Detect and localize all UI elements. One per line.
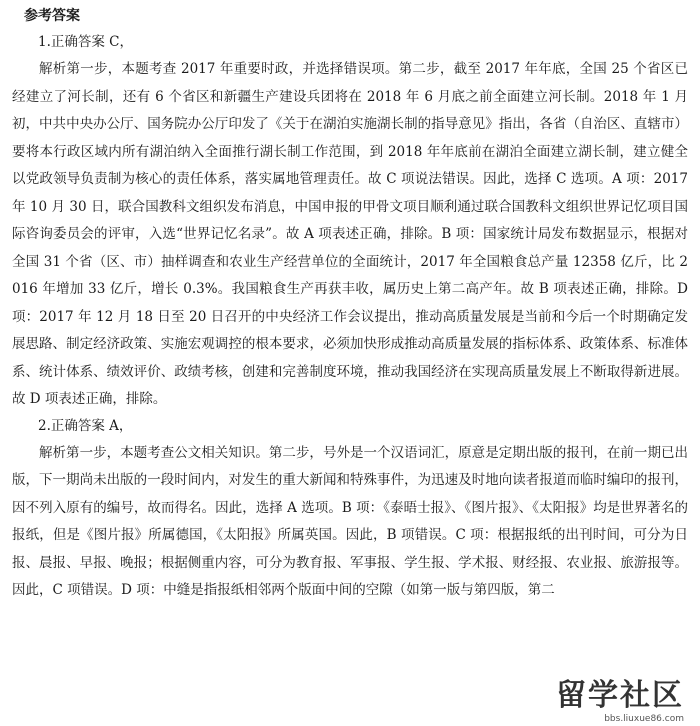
answer-2-explanation: 解析第一步，本题考查公文相关知识。第二步，号外是一个汉语词汇，原意是定期出版的报刊，在前一期已出版，下一期尚未出版的一段时间内，对发生的重大新闻和特殊事件，为迅速及时地向读者报道而临时编印的报刊，因不列入原有的编号，故而得名。因此，选择 A 选项。B 项：《泰晤士报》、《图片报》、《太阳报》均是世界著名的报纸，但是《图片报》所属德国，《太阳报》所属英国。因此，B 项错误。C 项：根据报纸的出刊时间，可分为日报、晨报、早报、晚报；根据侧重内容，可分为教育报、军事报、学生报、学术报、财经报、农业报、旅游报等。因此，C 项错误。D 项：中缝是指报纸相邻两个版面中间的空隙（如第一版与第四版，第二 bbox=[12, 444, 688, 598]
answer-1-explanation: 解析第一步，本题考查 2017 年重要时政，并选择错误项。第二步，截至 2017 年年底，全国 25 个省区已经建立了河长制，还有 6 个省区和新疆生产建设兵团将在 2018 年 6 月底之前全面建立河长制。2018 年 1 月初，中共中央办公厅、国务院办公厅印发了《关于在湖泊实施湖长制的指导意见》指出，各省（自治区、直辖市）要将本行政区域内所有湖泊纳入全面推行湖长制工作范围，到 2018 年年底前在湖泊全面建立湖长制，建立健全以党政领导负责制为核心的责任体系，落实属地管理责任。故 C 项说法错误。因此，选择 C 选项。A 项：2017 年 10 月 30 日，联合国教科文组织发布消息，中国申报的甲骨文项目顺利通过联合国教科文组织世界记忆项目国际咨询委员会的评审，入选“世界记忆名录”。故 A 项表述正确，排除。B 项：国家统计局发布数据显示，根据对全国 31 个省（区、市）抽样调查和农业生产经营单位的全面统计，2017 年全国粮食总产量 12358 亿斤，比 2016 年增加 33 亿斤，增长 0.3%。我国粮食生产再获丰收，属历史上第二高产年。故 B 项表述正确，排除。D 项：2017 年 12 月 18 日至 20 日召开的中央经济工作会议提出，推动高质量发展是当前和今后一个时期确定发展思路、制定经济政策、实施宏观调控的根本要求，必须加快形成推动高质量发展的指标体系、政策体系、标准体系、统计体系、绩效评价、政绩考核，创建和完善制度环境，推动我国经济在实现高质量发展上不断取得新进展。故 D 项表述正确，排除。 bbox=[12, 61, 688, 407]
answer-2-label: 2.正确答案 A， bbox=[38, 417, 133, 434]
watermark-logo: 留学社区 bbox=[556, 678, 684, 713]
answer-1-label: 1.正确答案 C， bbox=[38, 34, 134, 50]
watermark-url: bbs.liuxue86.com bbox=[604, 714, 684, 724]
site-watermark bbox=[524, 680, 694, 726]
page-title: 参考答案 bbox=[24, 8, 80, 24]
